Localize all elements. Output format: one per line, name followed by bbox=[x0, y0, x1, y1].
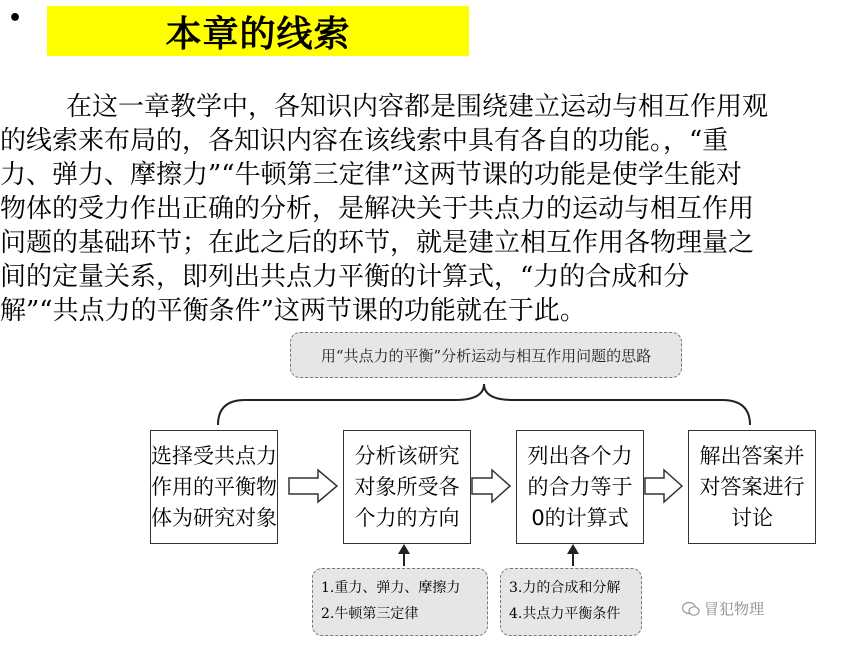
arrow-right-icon bbox=[472, 470, 510, 502]
step-line: 对答案进行 bbox=[699, 474, 805, 499]
step-line: 作用的平衡物 bbox=[151, 474, 277, 499]
paragraph-line: 间的定量关系，即列出共点力平衡的计算式，“力的合成和分 bbox=[0, 262, 690, 292]
step-line: 对象所受各 bbox=[354, 474, 460, 499]
page-title: 本章的线索 bbox=[165, 13, 351, 55]
paragraph-line: 力、弹力、摩擦力”“牛顿第三定律”这两节课的功能是使学生能对 bbox=[0, 160, 742, 190]
paragraph-line: 在这一章教学中，各知识内容都是围绕建立运动与相互作用观 bbox=[66, 92, 769, 122]
note-box-2 bbox=[500, 568, 642, 636]
step-box-3 bbox=[516, 430, 644, 544]
step-line: 个力的方向 bbox=[354, 505, 460, 530]
diagram-title: 用“共点力的平衡”分析运动与相互作用问题的思路 bbox=[320, 346, 652, 365]
step-box-1 bbox=[150, 430, 278, 544]
step-line: 的合力等于 bbox=[527, 474, 633, 499]
note-line: 3.力的合成和分解 bbox=[509, 580, 621, 596]
note-line: 4.共点力平衡条件 bbox=[509, 606, 621, 622]
watermark bbox=[682, 598, 764, 619]
paragraph-line: 的线索来布局的，各知识内容在该线索中具有各自的功能。，“重 bbox=[0, 126, 729, 156]
note-line: 1.重力、弹力、摩擦力 bbox=[321, 580, 461, 596]
note-box-1 bbox=[312, 568, 488, 636]
step-box-2 bbox=[343, 430, 471, 544]
note-line: 2.牛顿第三定律 bbox=[321, 606, 419, 622]
arrow-right-icon bbox=[289, 470, 337, 502]
step-line: 列出各个力 bbox=[527, 443, 633, 468]
step-line: 分析该研究 bbox=[354, 443, 460, 468]
step-line: 讨论 bbox=[731, 505, 773, 530]
arrow-right-icon bbox=[645, 470, 682, 502]
brace bbox=[218, 384, 750, 425]
arrow-up-icon bbox=[398, 544, 410, 566]
diagram-title-box bbox=[290, 332, 682, 378]
watermark-text: 冒犯物理 bbox=[704, 600, 765, 618]
paragraph-line: 物体的受力作出正确的分析，是解决关于共点力的运动与相互作用 bbox=[0, 194, 755, 224]
step-line: 体为研究对象 bbox=[151, 505, 277, 530]
step-line: 选择受共点力 bbox=[151, 443, 277, 468]
step-line: 解出答案并 bbox=[699, 443, 805, 468]
paragraph-line: 问题的基础环节；在此之后的环节，就是建立相互作用各物理量之 bbox=[0, 228, 755, 258]
step-line: 0的计算式 bbox=[531, 505, 629, 530]
arrow-up-icon bbox=[567, 544, 579, 566]
wechat-icon bbox=[682, 601, 700, 617]
paragraph-line: 解”“共点力的平衡条件”这两节课的功能就在于此。 bbox=[0, 296, 586, 326]
bullet-point: • bbox=[8, 6, 23, 31]
step-box-4 bbox=[688, 430, 816, 544]
